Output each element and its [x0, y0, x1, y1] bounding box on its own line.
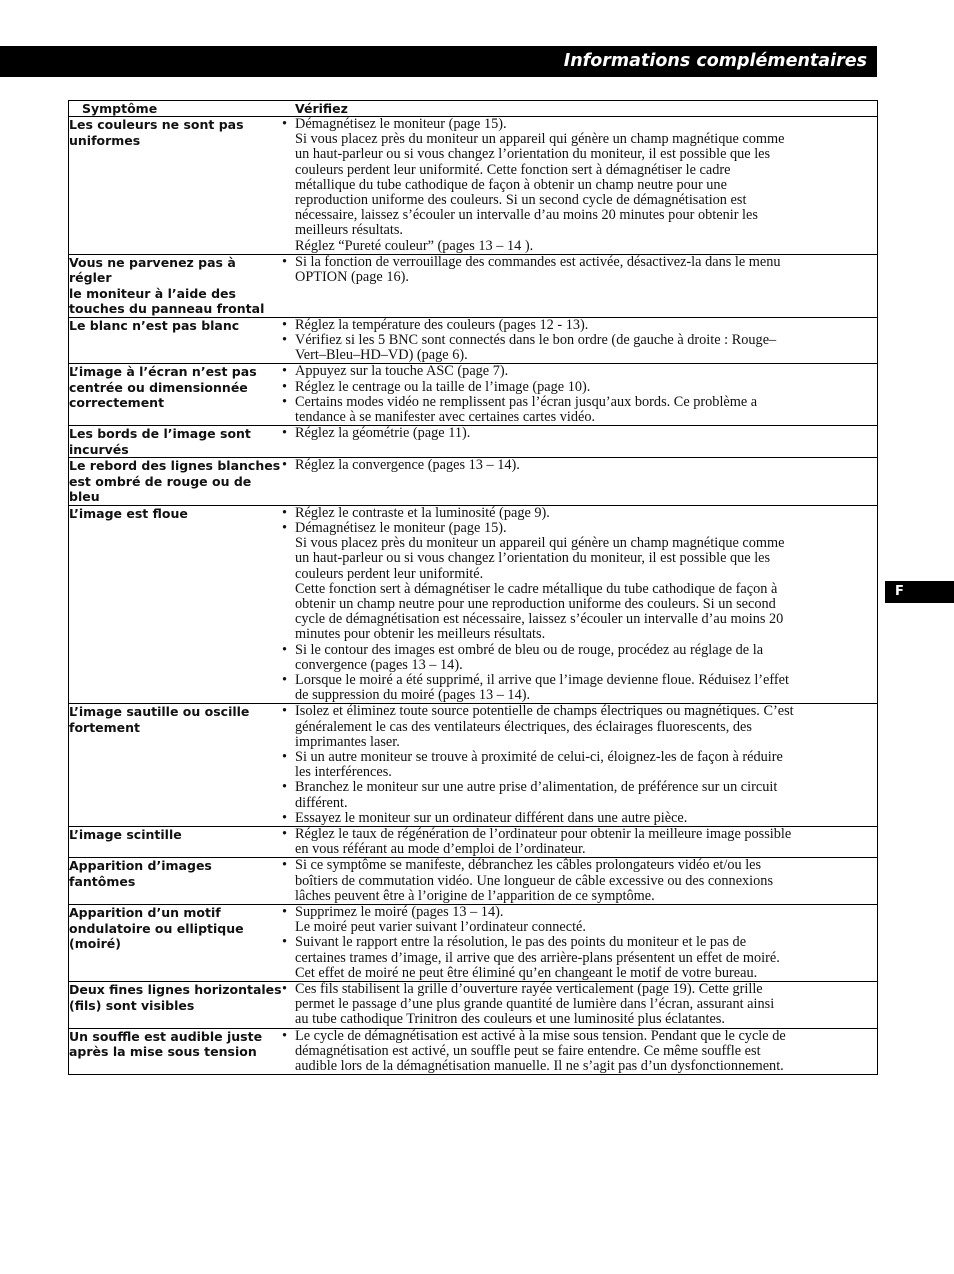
- check-item: [282, 506, 877, 521]
- check-list: [282, 1029, 877, 1075]
- symptom-cell: [69, 1028, 283, 1075]
- symptom-line: L’image scintille: [69, 827, 182, 843]
- check-item-line: Réglez “Pureté couleur” (pages 13 – 14 ).: [295, 237, 534, 254]
- check-item: [282, 643, 877, 673]
- check-item-text: • Supprimez le moiré (pages 13 – 14).: [295, 904, 504, 921]
- check-item: [282, 255, 877, 285]
- symptom-cell: [69, 364, 283, 426]
- check-item-line: permet le passage d’une plus grande quantité de lumière dans l’écran, assurant ainsi: [295, 996, 775, 1013]
- check-item-line: Si vous placez près du moniteur un appareil qui génère un champ magnétique comme: [295, 131, 785, 148]
- symptom-line: le moniteur à l’aide des: [69, 285, 236, 301]
- symptom-line: L’image est floue: [69, 505, 188, 521]
- check-item-line: imprimantes laser.: [295, 733, 400, 750]
- check-item-text: • Démagnétisez le moniteur (page 15).: [295, 519, 507, 536]
- check-item: [282, 673, 877, 703]
- symptom-line: touches du panneau frontal: [69, 301, 265, 317]
- check-item-line: convergence (pages 13 – 14).: [295, 656, 463, 673]
- symptom-line: fortement: [69, 719, 141, 735]
- check-item: [282, 426, 877, 441]
- check-item-text: • Si la fonction de verrouillage des commandes est activée, désactivez-la dans le menu: [295, 253, 781, 270]
- check-item: [282, 458, 877, 473]
- symptom-line: Vous ne parvenez pas à régler: [69, 254, 236, 286]
- check-list: [282, 506, 877, 704]
- check-item-line: lâches peuvent être à l’origine de l’apparition de ce symptôme.: [295, 887, 655, 904]
- check-item-text: • Ces fils stabilisent la grille d’ouverture rayée verticalement (page 19). Cette grille: [295, 981, 763, 998]
- check-item: [282, 780, 877, 810]
- check-cell: [282, 458, 878, 506]
- symptom-line: uniformes: [69, 132, 141, 148]
- check-item-text: • Suivant le rapport entre la résolution, le pas des points du moniteur et le pas de: [295, 934, 747, 951]
- check-cell: [282, 858, 878, 905]
- check-item-text: • Certains modes vidéo ne remplissent pas l’écran jusqu’aux bords. Ce problème a: [295, 393, 758, 410]
- check-item-line: de suppression du moiré (pages 13 – 14).: [295, 687, 531, 704]
- check-cell: [282, 1028, 878, 1075]
- symptom-line: correctement: [69, 395, 165, 411]
- table-row: [69, 905, 878, 982]
- check-list: [282, 318, 877, 364]
- check-cell: [282, 905, 878, 982]
- symptom-line: L’image à l’écran n’est pas: [69, 364, 257, 380]
- check-item-text: • Démagnétisez le moniteur (page 15).: [295, 116, 507, 132]
- check-item-line: audible lors de la démagnétisation manuelle. Il ne s’agit pas d’un dysfonctionnement.: [295, 1058, 784, 1075]
- symptom-line: Les couleurs ne sont pas: [69, 117, 244, 132]
- symptom-cell: [69, 827, 283, 858]
- check-item-line: couleurs perdent leur uniformité. Cette fonction sert à démagnétiser le cadre: [295, 161, 731, 178]
- check-item-line: généralement le cas des ventilateurs électriques, des éclairages fluorescents, des: [295, 718, 752, 735]
- check-item: [282, 333, 877, 363]
- check-item: [282, 750, 877, 780]
- symptom-cell: [69, 858, 283, 905]
- check-item: [282, 827, 877, 857]
- check-list: [282, 982, 877, 1028]
- table-row: [69, 982, 878, 1029]
- check-item-line: OPTION (page 16).: [295, 269, 409, 286]
- check-item-line: Vert–Bleu–HD–VD) (page 6).: [295, 347, 468, 364]
- symptom-line: Un souffle est audible juste: [69, 1028, 263, 1044]
- check-cell: [282, 364, 878, 426]
- troubleshooting-table: [68, 100, 878, 1075]
- table-row: [69, 364, 878, 426]
- check-item-text: • Réglez le contraste et la luminosité (page 9).: [295, 504, 550, 521]
- check-cell: [282, 317, 878, 364]
- check-item-text: • Lorsque le moiré a été supprimé, il arrive que l’image devienne floue. Réduisez l’effet: [295, 671, 789, 688]
- check-list: [282, 827, 877, 857]
- symptom-cell: [69, 254, 283, 317]
- symptom-line: ondulatoire ou elliptique: [69, 920, 244, 936]
- symptom-cell: [69, 458, 283, 506]
- table-row: [69, 858, 878, 905]
- table-row: [69, 117, 878, 255]
- check-item: [282, 982, 877, 1028]
- symptom-line: Apparition d’un motif: [69, 905, 221, 921]
- table-row: [69, 254, 878, 317]
- check-item-line: nécessaire, laissez s’écouler un intervalle d’au moins 20 minutes pour obtenir les: [295, 207, 758, 224]
- check-item-text: • Réglez le centrage ou la taille de l’image (page 10).: [295, 378, 591, 395]
- check-item-text: • Branchez le moniteur sur une autre prise d’alimentation, de préférence sur un circuit: [295, 779, 778, 796]
- check-item-text: • Essayez le moniteur sur un ordinateur différent dans une autre pièce.: [295, 809, 688, 826]
- symptom-line: bleu: [69, 489, 100, 505]
- table-header-row: [69, 101, 878, 117]
- check-item-line: différent.: [295, 794, 348, 811]
- check-cell: [282, 505, 878, 704]
- check-item: [282, 364, 877, 379]
- symptom-line: Deux fines lignes horizontales: [69, 982, 282, 998]
- table-body: [69, 117, 878, 1075]
- symptom-cell: [69, 704, 283, 827]
- symptom-line: Les bords de l’image sont: [69, 426, 251, 442]
- symptom-line: Apparition d’images: [69, 858, 212, 874]
- check-item: [282, 905, 877, 935]
- check-item-line: un haut-parleur ou si vous changez l’orientation du moniteur, il est possible que les: [295, 146, 771, 163]
- symptom-cell: [69, 982, 283, 1029]
- check-item-line: démagnétisation est activé, un souffle peut se faire entendre. Ce même souffle est: [295, 1042, 761, 1059]
- check-item: [282, 1029, 877, 1075]
- check-item: [282, 380, 877, 395]
- check-cell: [282, 117, 878, 255]
- check-list: [282, 255, 877, 285]
- symptom-cell: [69, 505, 283, 704]
- check-list: [282, 364, 877, 425]
- symptom-line: (moiré): [69, 936, 121, 952]
- check-item: [282, 858, 877, 904]
- table-row: [69, 426, 878, 458]
- check-item-line: les interférences.: [295, 764, 392, 781]
- check-item: [282, 935, 877, 981]
- symptom-line: Le rebord des lignes blanches: [69, 458, 281, 474]
- symptom-cell: [69, 117, 283, 255]
- check-item-line: Cette fonction sert à démagnétiser le cadre métallique du tube cathodique de façon à: [295, 580, 778, 597]
- check-item: [282, 117, 877, 254]
- symptom-line: centrée ou dimensionnée: [69, 379, 248, 395]
- check-cell: [282, 982, 878, 1029]
- symptom-cell: [69, 426, 283, 458]
- check-item-line: obtenir un champ neutre pour une reproduction uniforme des couleurs. Si un second: [295, 595, 776, 612]
- check-item-line: certaines trames d’image, il arrive que des arrière-plans présentent un effet de moiré.: [295, 949, 780, 966]
- check-list: [282, 858, 877, 904]
- symptom-column-header: Symptôme: [82, 101, 158, 116]
- check-item-line: un haut-parleur ou si vous changez l’orientation du moniteur, il est possible que les: [295, 550, 771, 567]
- symptom-cell: [69, 905, 283, 982]
- check-item-line: Cet effet de moiré ne peut être éliminé qu’en changeant le motif de votre bureau.: [295, 964, 758, 981]
- table-row: [69, 505, 878, 704]
- table-row: [69, 827, 878, 858]
- check-list: [282, 905, 877, 981]
- check-cell: [282, 704, 878, 827]
- check-item-line: Le moiré peut varier suivant l’ordinateur connecté.: [295, 919, 586, 936]
- check-item-line: en vous référant au mode d’emploi de l’ordinateur.: [295, 841, 586, 858]
- check-list: [282, 117, 877, 254]
- check-item-line: couleurs perdent leur uniformité.: [295, 565, 484, 582]
- check-list: [282, 426, 877, 441]
- symptom-line: (fils) sont visibles: [69, 997, 195, 1013]
- check-item-text: • Le cycle de démagnétisation est activé à la mise sous tension. Pendant que le cycle de: [295, 1027, 786, 1044]
- symptom-line: L’image sautille ou oscille: [69, 704, 250, 720]
- check-item-line: cycle de démagnétisation est nécessaire, laissez s’écouler un intervalle d’au moins 20: [295, 611, 784, 628]
- check-item-line: Si vous placez près du moniteur un appareil qui génère un champ magnétique comme: [295, 535, 785, 552]
- check-item-text: • Si ce symptôme se manifeste, débranchez les câbles prolongateurs vidéo et/ou les: [295, 857, 762, 874]
- check-cell: [282, 426, 878, 458]
- table-row: [69, 458, 878, 506]
- section-header-bar: [0, 46, 877, 77]
- table-row: [69, 704, 878, 827]
- symptom-line: est ombré de rouge ou de: [69, 473, 252, 489]
- check-item-text: • Si un autre moniteur se trouve à proximité de celui-ci, éloignez-les de façon à réduire: [295, 749, 783, 765]
- check-list: [282, 458, 877, 473]
- check-item-line: métallique du tube cathodique de façon à obtenir un champ neutre pour une: [295, 176, 727, 193]
- check-item-line: au tube cathodique Trinitron des couleurs et une luminosité plus éclatantes.: [295, 1011, 726, 1028]
- symptom-line: fantômes: [69, 873, 136, 889]
- symptom-line: après la mise sous tension: [69, 1044, 257, 1060]
- symptom-line: Le blanc n’est pas blanc: [69, 317, 240, 333]
- check-item-line: boîtiers de commutation vidéo. Une longueur de câble excessive ou des connexions: [295, 872, 774, 889]
- check-item-text: • Réglez la géométrie (page 11).: [295, 425, 471, 442]
- check-item-text: • Réglez la température des couleurs (pages 12 - 13).: [295, 316, 589, 333]
- check-item-text: • Réglez le taux de régénération de l’ordinateur pour obtenir la meilleure image possible: [295, 826, 792, 843]
- check-cell: [282, 827, 878, 858]
- check-item-line: minutes pour obtenir les meilleurs résultats.: [295, 626, 546, 643]
- check-item-text: • Si le contour des images est ombré de bleu ou de rouge, procédez au réglage de la: [295, 641, 764, 658]
- check-item: [282, 811, 877, 826]
- check-item-text: • Réglez la convergence (pages 13 – 14).: [295, 457, 520, 474]
- section-title: Informations complémentaires: [563, 51, 867, 71]
- check-cell: [282, 254, 878, 317]
- symptom-cell: [69, 317, 283, 364]
- check-list: [282, 704, 877, 826]
- table-row: [69, 1028, 878, 1075]
- table-row: [69, 317, 878, 364]
- check-item: [282, 395, 877, 425]
- check-item-line: tendance à se manifester avec certaines cartes vidéo.: [295, 409, 596, 426]
- check-item-text: • Isolez et éliminez toute source potentielle de champs électriques ou magnétiques. C’est: [295, 703, 794, 720]
- check-item: [282, 318, 877, 333]
- check-item-text: • Appuyez sur la touche ASC (page 7).: [295, 363, 509, 380]
- check-item-line: meilleurs résultats.: [295, 222, 403, 239]
- check-column-header: Vérifiez: [295, 101, 348, 116]
- check-item: [282, 521, 877, 643]
- language-tab: [885, 581, 954, 603]
- check-item: [282, 704, 877, 750]
- check-item-text: • Vérifiez si les 5 BNC sont connectés dans le bon ordre (de gauche à droite : Rouge–: [295, 332, 777, 349]
- language-tab-label: F: [895, 584, 904, 599]
- symptom-line: incurvés: [69, 441, 129, 457]
- check-item-line: reproduction uniforme des couleurs. Si un second cycle de démagnétisation est: [295, 192, 747, 209]
